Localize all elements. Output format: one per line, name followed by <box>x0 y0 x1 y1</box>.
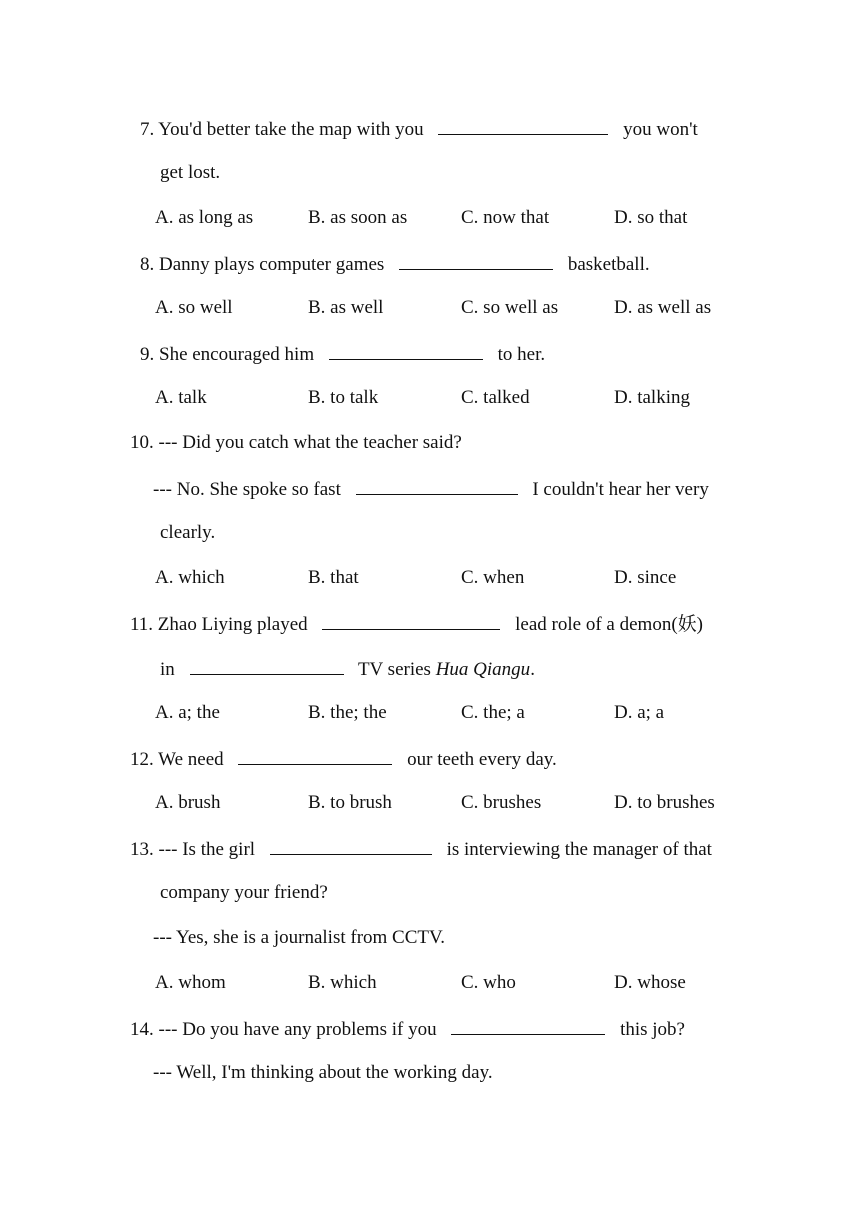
question-13-stem-cont: company your friend? <box>160 882 328 903</box>
series-title: Hua Qiangu <box>435 659 531 680</box>
option-a[interactable]: A. a; the <box>155 702 220 723</box>
question-14-reply: --- Well, I'm thinking about the working day. <box>153 1062 493 1083</box>
question-7-stem-cont: get lost. <box>160 162 221 183</box>
question-10-reply-cont: clearly. <box>160 522 216 543</box>
answer-blank[interactable] <box>451 1016 605 1035</box>
answer-blank[interactable] <box>438 116 608 135</box>
question-11-stem-cont: in TV series Hua Qiangu. <box>160 656 535 680</box>
question-11-stem: 11. Zhao Liying played lead role of a demon(妖) <box>130 611 703 635</box>
option-a[interactable]: A. so well <box>155 297 233 318</box>
option-d[interactable]: D. talking <box>614 387 690 408</box>
question-10-reply: --- No. She spoke so fast I couldn't hear her very <box>153 476 709 500</box>
option-a[interactable]: A. whom <box>155 972 226 993</box>
question-13-stem: 13. --- Is the girl is interviewing the manager of that <box>130 836 712 860</box>
option-c[interactable]: C. now that <box>461 207 550 228</box>
option-a[interactable]: A. which <box>155 567 225 588</box>
option-c[interactable]: C. brushes <box>461 792 542 813</box>
question-10-stem: 10. --- Did you catch what the teacher said? <box>130 432 462 453</box>
option-b[interactable]: B. the; the <box>308 702 387 723</box>
option-d[interactable]: D. whose <box>614 972 686 993</box>
question-8-options <box>0 296 860 320</box>
option-b[interactable]: B. as well <box>308 297 384 318</box>
question-7-options <box>0 206 860 230</box>
option-b[interactable]: B. as soon as <box>308 207 408 228</box>
question-9-stem: 9. She encouraged him to her. <box>140 341 545 365</box>
option-b[interactable]: B. to talk <box>308 387 379 408</box>
option-c[interactable]: C. when <box>461 567 525 588</box>
option-c[interactable]: C. so well as <box>461 297 559 318</box>
option-d[interactable]: D. a; a <box>614 702 665 723</box>
question-13-reply: --- Yes, she is a journalist from CCTV. <box>153 927 446 948</box>
answer-blank[interactable] <box>356 476 518 495</box>
option-d[interactable]: D. so that <box>614 207 688 228</box>
question-7-stem: 7. You'd better take the map with you you won't <box>140 116 698 140</box>
question-9-options <box>0 386 860 410</box>
option-a[interactable]: A. talk <box>155 387 207 408</box>
question-12-options <box>0 791 860 815</box>
question-8-stem: 8. Danny plays computer games basketball. <box>140 251 650 275</box>
option-d[interactable]: D. since <box>614 567 677 588</box>
answer-blank[interactable] <box>322 611 500 630</box>
option-c[interactable]: C. the; a <box>461 702 525 723</box>
answer-blank[interactable] <box>329 341 483 360</box>
option-c[interactable]: C. who <box>461 972 516 993</box>
question-13-options <box>0 971 860 995</box>
question-11-options <box>0 701 860 725</box>
option-a[interactable]: A. brush <box>155 792 221 813</box>
option-d[interactable]: D. as well as <box>614 297 712 318</box>
option-b[interactable]: B. to brush <box>308 792 392 813</box>
option-d[interactable]: D. to brushes <box>614 792 715 813</box>
option-b[interactable]: B. that <box>308 567 359 588</box>
answer-blank[interactable] <box>270 836 432 855</box>
answer-blank[interactable] <box>190 656 344 675</box>
option-c[interactable]: C. talked <box>461 387 530 408</box>
question-14-stem: 14. --- Do you have any problems if you this job? <box>130 1016 685 1040</box>
question-12-stem: 12. We need our teeth every day. <box>130 746 557 770</box>
answer-blank[interactable] <box>399 251 553 270</box>
answer-blank[interactable] <box>238 746 392 765</box>
option-b[interactable]: B. which <box>308 972 377 993</box>
question-10-options <box>0 566 860 590</box>
option-a[interactable]: A. as long as <box>155 207 254 228</box>
